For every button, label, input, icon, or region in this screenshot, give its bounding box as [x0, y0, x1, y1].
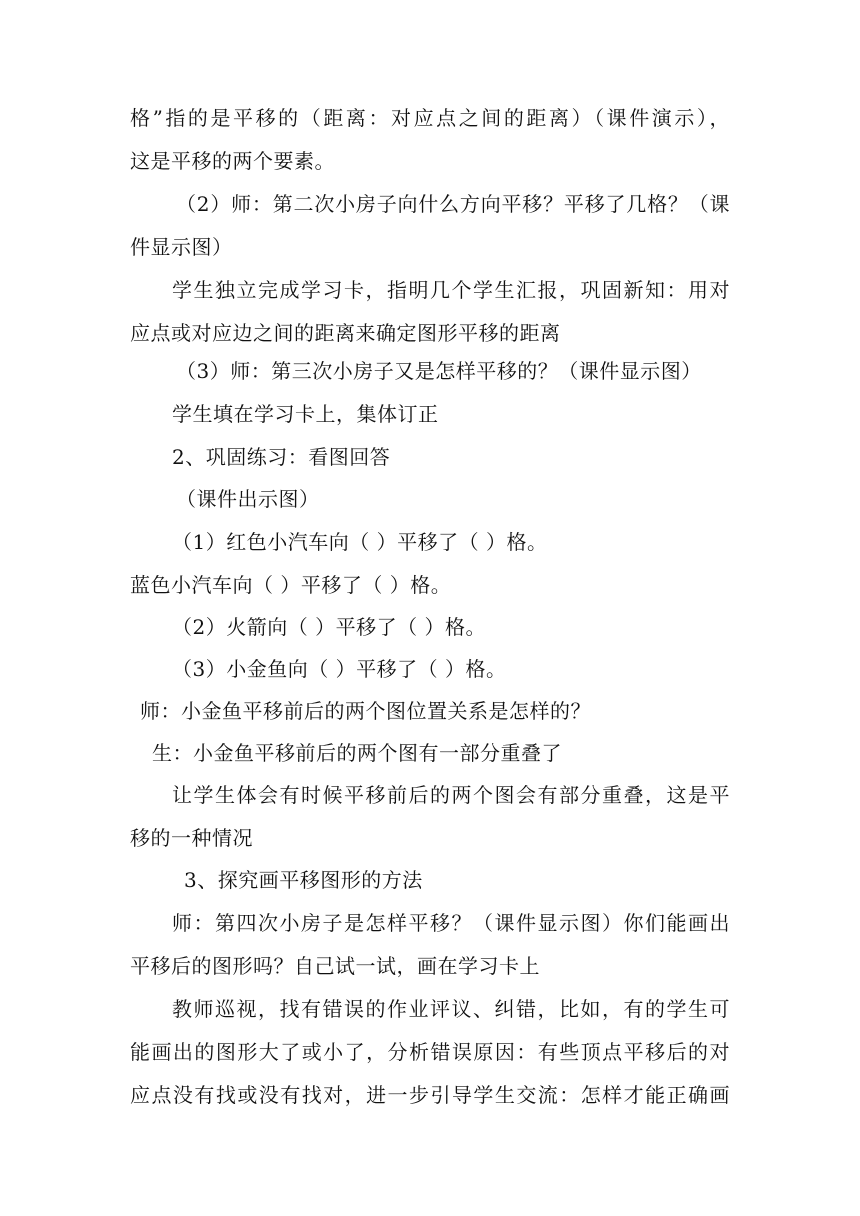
- text-line: 格”指的是平移的（距离：对应点之间的距离）（课件演示），: [130, 106, 730, 130]
- section-heading: 3、探究画平移图形的方法: [184, 868, 423, 892]
- text-line: 能画出的图形大了或小了，分析错误原因：有些顶点平移后的对: [130, 1040, 730, 1064]
- text-line: 教师巡视，找有错误的作业评议、纠错，比如，有的学生可: [172, 997, 730, 1021]
- text-line: （课件出示图）: [176, 487, 320, 511]
- text-line: （2）火箭向（ ）平移了（ ）格。: [172, 615, 486, 639]
- text-line: （1）红色小汽车向（ ）平移了（ ）格。: [172, 530, 548, 554]
- text-line: 让学生体会有时候平移前后的两个图会有部分重叠，这是平: [172, 783, 730, 807]
- text-line: 这是平移的两个要素。: [130, 149, 335, 173]
- text-line: 学生独立完成学习卡，指明几个学生汇报，巩固新知：用对: [172, 278, 730, 302]
- text-line: （3）小金鱼向（ ）平移了（ ）格。: [172, 657, 507, 681]
- text-line: 师：第四次小房子是怎样平移？（课件显示图）你们能画出: [172, 911, 730, 935]
- text-line: 平移后的图形吗？自己试一试，画在学习卡上: [130, 954, 540, 978]
- text-line: 生：小金鱼平移前后的两个图有一部分重叠了: [152, 741, 562, 765]
- text-line: 移的一种情况: [130, 826, 253, 850]
- text-line: 应点没有找或没有找对，进一步引导学生交流：怎样才能正确画: [130, 1083, 730, 1107]
- text-line: 蓝色小汽车向（ ）平移了（ ）格。: [130, 573, 452, 597]
- text-line: 师：小金鱼平移前后的两个图位置关系是怎样的？: [140, 699, 591, 723]
- text-line: 学生填在学习卡上，集体订正: [172, 402, 439, 426]
- text-line: （2）师：第二次小房子向什么方向平移？平移了几格？（课: [176, 192, 730, 216]
- section-heading: 2、巩固练习：看图回答: [172, 445, 391, 469]
- text-line: 应点或对应边之间的距离来确定图形平移的距离: [130, 321, 561, 345]
- text-line: 件显示图）: [130, 235, 233, 259]
- text-line: （3）师：第三次小房子又是怎样平移的？（课件显示图）: [176, 359, 702, 383]
